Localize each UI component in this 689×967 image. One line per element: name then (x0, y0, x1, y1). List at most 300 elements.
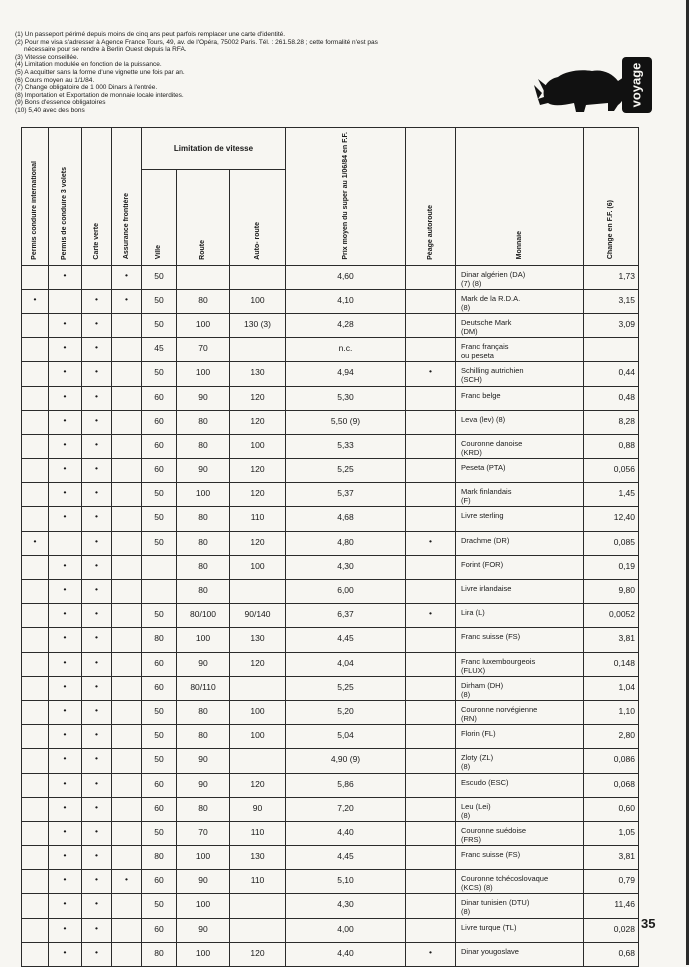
cell-permis-international (22, 483, 49, 507)
cell-assurance-frontiere (112, 628, 142, 652)
cell-ville: 50 (142, 265, 177, 289)
cell-prix-super: 6,37 (286, 604, 406, 628)
cell-monnaie (456, 265, 584, 289)
cell-carte-verte: • (82, 918, 112, 942)
cell-permis-international (22, 604, 49, 628)
table-row (22, 434, 639, 458)
cell-prix-super: 4,40 (286, 942, 406, 966)
cell-ville: 50 (142, 483, 177, 507)
cell-permis-international (22, 700, 49, 724)
footnote-line: (4) Limitation modulée en fonction de la puissance. (15, 61, 162, 69)
cell-permis-3-volets: • (49, 942, 82, 966)
cell-ville: 60 (142, 652, 177, 676)
cell-carte-verte: • (82, 676, 112, 700)
monnaie-line: (KRD) (461, 447, 482, 457)
footnote-line: (9) Bons d'essence obligatoires (15, 99, 106, 107)
cell-change: 3,15 (584, 289, 639, 313)
cell-assurance-frontiere (112, 555, 142, 579)
cell-ville: 50 (142, 700, 177, 724)
cell-monnaie (456, 797, 584, 821)
cell-monnaie (456, 821, 584, 845)
cell-carte-verte: • (82, 580, 112, 604)
cell-ville: 45 (142, 338, 177, 362)
cell-autoroute (230, 749, 286, 773)
table-row (22, 628, 639, 652)
monnaie-line: Franc luxembourgeois (461, 656, 536, 666)
cell-permis-international (22, 459, 49, 483)
cell-peage: • (406, 942, 456, 966)
cell-change: 0,88 (584, 434, 639, 458)
cell-route: 90 (177, 386, 230, 410)
cell-permis-international (22, 918, 49, 942)
cell-permis-3-volets: • (49, 313, 82, 337)
cell-carte-verte: • (82, 555, 112, 579)
cell-permis-3-volets: • (49, 918, 82, 942)
cell-ville: 60 (142, 797, 177, 821)
cell-change: 8,28 (584, 410, 639, 434)
cell-autoroute (230, 265, 286, 289)
cell-prix-super: 7,20 (286, 797, 406, 821)
monnaie-line: Dinar yougoslave (461, 946, 519, 956)
cell-monnaie (456, 749, 584, 773)
cell-change: 0,085 (584, 531, 639, 555)
cell-permis-3-volets: • (49, 265, 82, 289)
cell-autoroute: 100 (230, 289, 286, 313)
monnaie-line: Couronne tchécoslovaque (461, 874, 549, 884)
monnaie-line: Livre sterling (461, 511, 504, 521)
monnaie-line: (8) (461, 810, 471, 820)
footnote-line: (10) 5,40 avec des bons (15, 106, 85, 114)
cell-prix-super: 5,50 (9) (286, 410, 406, 434)
cell-prix-super: 5,20 (286, 700, 406, 724)
table-row (22, 821, 639, 845)
table-row (22, 507, 639, 531)
cell-permis-international (22, 410, 49, 434)
cell-prix-super: n.c. (286, 338, 406, 362)
cell-assurance-frontiere (112, 700, 142, 724)
cell-autoroute: 110 (230, 821, 286, 845)
header-permis-3-volets: Permis de conduire 3 volets (49, 128, 82, 266)
cell-prix-super: 4,28 (286, 313, 406, 337)
cell-monnaie (456, 628, 584, 652)
cell-peage (406, 821, 456, 845)
cell-peage (406, 894, 456, 918)
cell-ville: 50 (142, 362, 177, 386)
cell-monnaie (456, 676, 584, 700)
cell-change: 0,79 (584, 870, 639, 894)
cell-peage (406, 870, 456, 894)
cell-permis-3-volets: • (49, 434, 82, 458)
cell-monnaie (456, 313, 584, 337)
cell-change: 0,60 (584, 797, 639, 821)
cell-carte-verte: • (82, 846, 112, 870)
cell-monnaie (456, 918, 584, 942)
cell-ville: 50 (142, 313, 177, 337)
cell-permis-international: • (22, 531, 49, 555)
cell-ville: 50 (142, 289, 177, 313)
cell-peage (406, 580, 456, 604)
cell-route: 100 (177, 942, 230, 966)
cell-prix-super: 4,94 (286, 362, 406, 386)
cell-peage (406, 725, 456, 749)
monnaie-line: (8) (461, 762, 471, 772)
cell-permis-international (22, 338, 49, 362)
cell-autoroute (230, 338, 286, 362)
cell-permis-3-volets: • (49, 894, 82, 918)
monnaie-line: Dinar tunisien (DTU) (461, 898, 530, 908)
cell-route: 80 (177, 580, 230, 604)
monnaie-line: Livre turque (TL) (461, 922, 517, 932)
header-monnaie: Monnaie (456, 128, 584, 266)
cell-change: 0,48 (584, 386, 639, 410)
footnote-line: (8) Importation et Exportation de monnaie locale interdites. (15, 91, 184, 99)
monnaie-line: Forint (FOR) (461, 559, 504, 569)
table-row (22, 483, 639, 507)
cell-autoroute (230, 580, 286, 604)
cell-carte-verte: • (82, 749, 112, 773)
cell-carte-verte: • (82, 700, 112, 724)
cell-permis-international (22, 434, 49, 458)
cell-permis-3-volets: • (49, 555, 82, 579)
cell-carte-verte: • (82, 773, 112, 797)
cell-monnaie (456, 507, 584, 531)
cell-peage (406, 313, 456, 337)
table-row (22, 604, 639, 628)
cell-prix-super: 4,00 (286, 918, 406, 942)
cell-carte-verte: • (82, 459, 112, 483)
table-row (22, 773, 639, 797)
cell-peage (406, 410, 456, 434)
table-row (22, 362, 639, 386)
table-row (22, 313, 639, 337)
cell-carte-verte: • (82, 386, 112, 410)
cell-assurance-frontiere (112, 797, 142, 821)
cell-autoroute: 120 (230, 773, 286, 797)
cell-assurance-frontiere (112, 942, 142, 966)
cell-permis-3-volets: • (49, 725, 82, 749)
cell-prix-super: 4,45 (286, 628, 406, 652)
monnaie-line: (KCS) (8) (461, 883, 493, 893)
table-row (22, 797, 639, 821)
cell-prix-super: 5,25 (286, 459, 406, 483)
cell-peage (406, 555, 456, 579)
cell-route: 80 (177, 725, 230, 749)
cell-permis-3-volets: • (49, 628, 82, 652)
cell-autoroute: 120 (230, 459, 286, 483)
cell-permis-3-volets: • (49, 773, 82, 797)
cell-prix-super: 4,40 (286, 821, 406, 845)
cell-change: 11,46 (584, 894, 639, 918)
cell-prix-super: 5,33 (286, 434, 406, 458)
monnaie-line: Dirham (DH) (461, 680, 504, 690)
cell-prix-super: 4,30 (286, 555, 406, 579)
monnaie-line: (8) (461, 907, 471, 917)
cell-route: 80 (177, 531, 230, 555)
cell-route: 90 (177, 870, 230, 894)
cell-ville (142, 555, 177, 579)
cell-change: 1,10 (584, 700, 639, 724)
cell-permis-international (22, 555, 49, 579)
cell-change: 1,45 (584, 483, 639, 507)
cell-carte-verte: • (82, 821, 112, 845)
table-row (22, 652, 639, 676)
cell-peage (406, 749, 456, 773)
travel-info-table (21, 127, 639, 967)
table-row (22, 338, 639, 362)
cell-prix-super: 5,86 (286, 773, 406, 797)
cell-route: 80 (177, 289, 230, 313)
cell-ville: 60 (142, 870, 177, 894)
monnaie-line: Franc suisse (FS) (461, 850, 521, 860)
cell-permis-3-volets: • (49, 483, 82, 507)
cell-monnaie (456, 700, 584, 724)
cell-prix-super: 4,90 (9) (286, 749, 406, 773)
cell-carte-verte: • (82, 410, 112, 434)
header-prix-super: Prix moyen du super au 1/06/84 en F.F. (286, 128, 406, 266)
cell-change: 3,09 (584, 313, 639, 337)
cell-permis-3-volets: • (49, 580, 82, 604)
cell-assurance-frontiere (112, 434, 142, 458)
cell-route: 70 (177, 821, 230, 845)
cell-peage (406, 676, 456, 700)
cell-carte-verte (82, 265, 112, 289)
cell-prix-super: 5,10 (286, 870, 406, 894)
cell-ville: 50 (142, 507, 177, 531)
cell-peage (406, 700, 456, 724)
cell-route: 90 (177, 652, 230, 676)
cell-route: 90 (177, 918, 230, 942)
cell-autoroute: 130 (230, 628, 286, 652)
cell-permis-3-volets: • (49, 604, 82, 628)
cell-ville: 60 (142, 410, 177, 434)
cell-permis-3-volets: • (49, 507, 82, 531)
cell-monnaie (456, 289, 584, 313)
logo-label: voyage (628, 62, 644, 108)
cell-assurance-frontiere: • (112, 870, 142, 894)
cell-carte-verte: • (82, 483, 112, 507)
footnote-line: (3) Vitesse conseillée. (15, 53, 79, 61)
monnaie-line: (FRS) (461, 834, 481, 844)
cell-assurance-frontiere (112, 894, 142, 918)
cell-peage (406, 338, 456, 362)
cell-autoroute (230, 676, 286, 700)
table-row (22, 725, 639, 749)
cell-change: 3,81 (584, 628, 639, 652)
header-ville: Ville (142, 170, 177, 265)
cell-ville: 50 (142, 604, 177, 628)
cell-peage (406, 507, 456, 531)
cell-route: 80 (177, 410, 230, 434)
cell-route (177, 265, 230, 289)
cell-permis-3-volets: • (49, 338, 82, 362)
table-row (22, 894, 639, 918)
cell-monnaie (456, 725, 584, 749)
cell-ville: 60 (142, 773, 177, 797)
cell-peage (406, 386, 456, 410)
cell-prix-super: 4,68 (286, 507, 406, 531)
cell-carte-verte: • (82, 531, 112, 555)
cell-autoroute: 100 (230, 700, 286, 724)
cell-assurance-frontiere (112, 362, 142, 386)
header-carte-verte: Carte verte (82, 128, 112, 266)
monnaie-line: Leu (Lei) (461, 801, 491, 811)
monnaie-line: (8) (461, 302, 471, 312)
cell-ville: 60 (142, 434, 177, 458)
cell-peage: • (406, 362, 456, 386)
cell-autoroute: 120 (230, 652, 286, 676)
cell-autoroute (230, 894, 286, 918)
cell-peage: • (406, 604, 456, 628)
cell-ville (142, 580, 177, 604)
monnaie-line: (8) (461, 689, 471, 699)
cell-route: 70 (177, 338, 230, 362)
cell-peage (406, 797, 456, 821)
cell-autoroute: 100 (230, 555, 286, 579)
cell-assurance-frontiere (112, 773, 142, 797)
table-row (22, 555, 639, 579)
cell-change: 1,04 (584, 676, 639, 700)
cell-permis-international (22, 676, 49, 700)
page-number: 35 (641, 916, 656, 931)
monnaie-line: Peseta (PTA) (461, 463, 506, 473)
cell-assurance-frontiere (112, 313, 142, 337)
cell-assurance-frontiere (112, 459, 142, 483)
cell-route: 80 (177, 700, 230, 724)
cell-ville: 50 (142, 749, 177, 773)
table-row (22, 676, 639, 700)
table-row (22, 580, 639, 604)
cell-permis-3-volets: • (49, 386, 82, 410)
cell-autoroute: 100 (230, 434, 286, 458)
cell-change: 12,40 (584, 507, 639, 531)
cell-ville: 80 (142, 628, 177, 652)
monnaie-line: Franc suisse (FS) (461, 632, 521, 642)
cell-change: 1,05 (584, 821, 639, 845)
table-row (22, 265, 639, 289)
cell-peage (406, 652, 456, 676)
table-row (22, 918, 639, 942)
cell-monnaie (456, 652, 584, 676)
footnote-line: (1) Un passeport périmé depuis moins de cinq ans peut parfois remplacer une carte d'identité. (15, 31, 286, 38)
cell-change: 1,73 (584, 265, 639, 289)
cell-carte-verte: • (82, 289, 112, 313)
monnaie-line: Franc français (461, 342, 509, 352)
cell-assurance-frontiere (112, 652, 142, 676)
monnaie-line: (DM) (461, 326, 478, 336)
table-row (22, 700, 639, 724)
cell-route: 100 (177, 846, 230, 870)
cell-permis-3-volets: • (49, 676, 82, 700)
monnaie-line: Livre irlandaise (461, 584, 512, 594)
cell-peage (406, 918, 456, 942)
monnaie-line: Mark de la R.D.A. (461, 293, 521, 303)
cell-route: 90 (177, 749, 230, 773)
table-row (22, 289, 639, 313)
monnaie-line: ou peseta (461, 351, 494, 361)
cell-route: 90 (177, 459, 230, 483)
cell-permis-international (22, 507, 49, 531)
cell-autoroute: 120 (230, 942, 286, 966)
cell-carte-verte: • (82, 797, 112, 821)
cell-change: 0,44 (584, 362, 639, 386)
cell-change: 0,68 (584, 942, 639, 966)
cell-assurance-frontiere (112, 338, 142, 362)
cell-permis-international (22, 749, 49, 773)
cell-carte-verte: • (82, 362, 112, 386)
cell-assurance-frontiere (112, 676, 142, 700)
cell-ville: 60 (142, 918, 177, 942)
cell-permis-international (22, 773, 49, 797)
cell-monnaie (456, 870, 584, 894)
cell-monnaie (456, 410, 584, 434)
table-row (22, 846, 639, 870)
cell-autoroute: 110 (230, 507, 286, 531)
cell-monnaie (456, 942, 584, 966)
monnaie-line: Lira (L) (461, 608, 485, 618)
cell-permis-international (22, 870, 49, 894)
table-row (22, 410, 639, 434)
monnaie-line: Couronne norvégienne (461, 704, 538, 714)
cell-permis-international: • (22, 289, 49, 313)
cell-assurance-frontiere (112, 918, 142, 942)
cell-carte-verte: • (82, 604, 112, 628)
cell-monnaie (456, 555, 584, 579)
cell-monnaie (456, 459, 584, 483)
cell-permis-international (22, 386, 49, 410)
cell-prix-super: 4,10 (286, 289, 406, 313)
cell-autoroute: 120 (230, 483, 286, 507)
cell-ville: 80 (142, 942, 177, 966)
monnaie-line: Couronne suédoise (461, 825, 527, 835)
cell-carte-verte: • (82, 434, 112, 458)
cell-change: 0,028 (584, 918, 639, 942)
cell-autoroute: 130 (230, 846, 286, 870)
cell-prix-super: 4,45 (286, 846, 406, 870)
cell-peage (406, 628, 456, 652)
monnaie-line: (7) (8) (461, 278, 482, 288)
cell-monnaie (456, 338, 584, 362)
cell-permis-international (22, 628, 49, 652)
cell-assurance-frontiere: • (112, 289, 142, 313)
table-row (22, 870, 639, 894)
footnotes (15, 31, 525, 115)
cell-change: 3,81 (584, 846, 639, 870)
cell-autoroute: 130 (230, 362, 286, 386)
cell-ville: 60 (142, 459, 177, 483)
footnote-line: (2) Pour me visa s'adresser à Agence France Tours, 49, av. de l'Opéra, 75002 Paris. Tél. : 261.58.28 ; cette formalité n'est pas (15, 38, 378, 46)
monnaie-line: Deutsche Mark (461, 317, 512, 327)
monnaie-line: (F) (461, 496, 471, 506)
cell-permis-3-volets: • (49, 362, 82, 386)
cell-peage (406, 289, 456, 313)
cell-permis-3-volets (49, 531, 82, 555)
cell-ville: 50 (142, 531, 177, 555)
cell-monnaie (456, 773, 584, 797)
cell-carte-verte: • (82, 338, 112, 362)
cell-permis-international (22, 362, 49, 386)
cell-change: 0,148 (584, 652, 639, 676)
monnaie-line: Drachme (DR) (461, 535, 510, 545)
cell-route: 90 (177, 773, 230, 797)
cell-permis-3-volets (49, 289, 82, 313)
cell-permis-3-volets: • (49, 797, 82, 821)
cell-assurance-frontiere (112, 410, 142, 434)
footnote-line: (6) Cours moyen au 1/1/84. (15, 76, 95, 84)
cell-monnaie (456, 846, 584, 870)
cell-permis-international (22, 894, 49, 918)
cell-monnaie (456, 580, 584, 604)
cell-peage (406, 773, 456, 797)
